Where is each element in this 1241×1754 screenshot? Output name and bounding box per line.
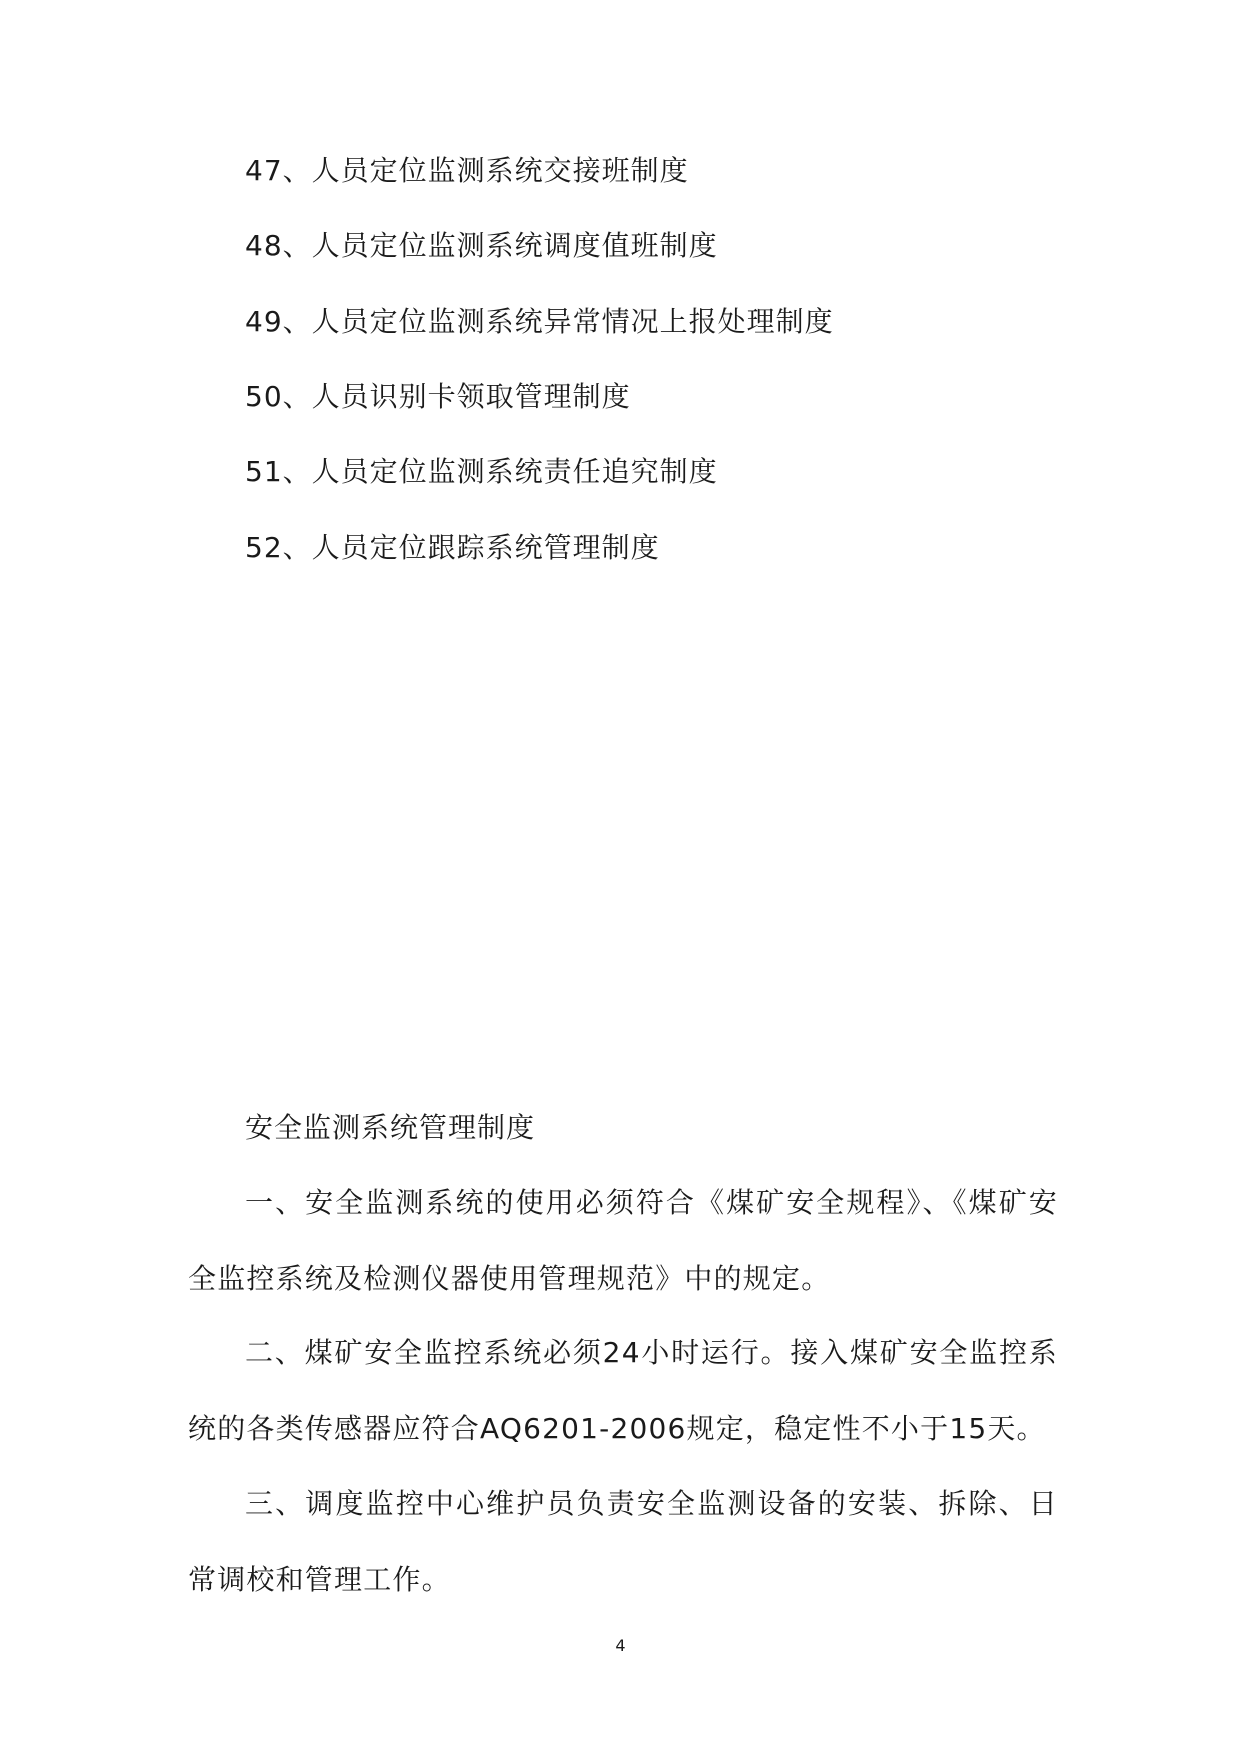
list-item: 47、人员定位监测系统交接班制度 xyxy=(245,154,689,187)
section-title: 安全监测系统管理制度 xyxy=(245,1111,536,1144)
paragraph: 三、调度监控中心维护员负责安全监测设备的安装、拆除、日常调校和管理工作。 xyxy=(188,1487,1058,1596)
paragraph: 二、煤矿安全监控系统必须24小时运行。接入煤矿安全监控系统的各类传感器应符合AQ6201-2006规定，稳定性不小于15天。 xyxy=(188,1336,1058,1445)
list-item: 52、人员定位跟踪系统管理制度 xyxy=(245,531,660,564)
page-number: 4 xyxy=(615,1636,626,1655)
list-item: 51、人员定位监测系统责任追究制度 xyxy=(245,455,718,488)
list-item: 49、人员定位监测系统异常情况上报处理制度 xyxy=(245,305,834,338)
paragraph: 一、安全监测系统的使用必须符合《煤矿安全规程》、《煤矿安全监控系统及检测仪器使用管理规范》中的规定。 xyxy=(188,1186,1058,1295)
list-item: 48、人员定位监测系统调度值班制度 xyxy=(245,229,718,262)
list-item: 50、人员识别卡领取管理制度 xyxy=(245,380,631,413)
